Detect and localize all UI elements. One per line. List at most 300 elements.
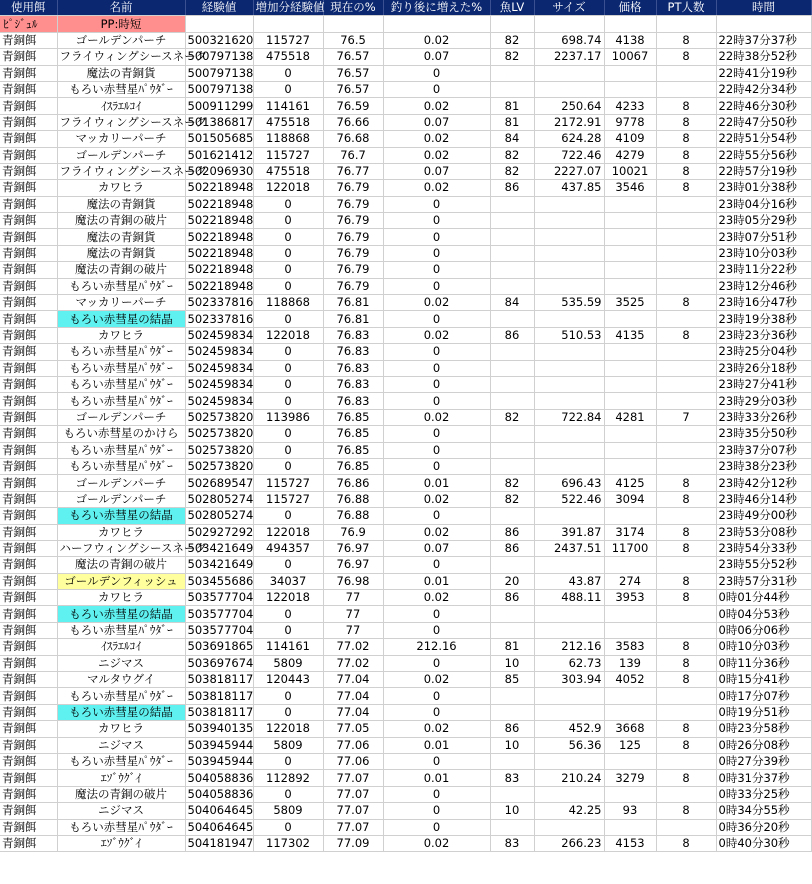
table-cell[interactable]: 502218948	[185, 196, 253, 212]
table-cell[interactable]: 青銅餌	[0, 458, 57, 474]
table-cell[interactable]	[534, 393, 604, 409]
table-cell[interactable]	[604, 344, 656, 360]
table-cell[interactable]: 122018	[253, 327, 323, 343]
table-cell[interactable]: 210.24	[534, 770, 604, 786]
table-cell[interactable]: 502337816	[185, 311, 253, 327]
table-cell[interactable]: ゴールデンフィッシュ	[57, 573, 185, 589]
table-cell[interactable]: 115727	[253, 491, 323, 507]
table-cell[interactable]: 8	[656, 327, 716, 343]
table-cell[interactable]: 3546	[604, 180, 656, 196]
table-cell[interactable]: 9778	[604, 114, 656, 130]
table-cell[interactable]: 475518	[253, 114, 323, 130]
table-cell[interactable]: 504064645	[185, 803, 253, 819]
table-cell[interactable]: 125	[604, 737, 656, 753]
table-cell[interactable]: ゴールデンパーチ	[57, 32, 185, 48]
table-cell[interactable]: 122018	[253, 721, 323, 737]
table-cell[interactable]: 76.88	[323, 508, 383, 524]
column-header[interactable]: 価格	[604, 0, 656, 16]
table-cell[interactable]: 8	[656, 98, 716, 114]
table-cell[interactable]: 0	[253, 81, 323, 97]
table-cell[interactable]: 青銅餌	[0, 573, 57, 589]
table-cell[interactable]: 77	[323, 590, 383, 606]
table-cell[interactable]: 0	[383, 393, 490, 409]
table-cell[interactable]: 4153	[604, 835, 656, 851]
table-cell[interactable]: 22時38分52秒	[716, 49, 811, 65]
table-cell[interactable]: 42.25	[534, 803, 604, 819]
table-cell[interactable]: 4125	[604, 475, 656, 491]
table-cell[interactable]: 503940135	[185, 721, 253, 737]
table-cell[interactable]: 77.07	[323, 786, 383, 802]
table-cell[interactable]: 212.16	[383, 639, 490, 655]
column-header[interactable]: 現在の%	[323, 0, 383, 16]
table-cell[interactable]: 青銅餌	[0, 360, 57, 376]
column-header[interactable]: 経験値	[185, 0, 253, 16]
table-cell[interactable]: 0時33分25秒	[716, 786, 811, 802]
table-cell[interactable]: 501505685	[185, 131, 253, 147]
table-cell[interactable]: 8	[656, 590, 716, 606]
table-cell[interactable]: 76.9	[323, 524, 383, 540]
table-cell[interactable]	[534, 376, 604, 392]
table-cell[interactable]: 76.81	[323, 311, 383, 327]
table-cell[interactable]: ゴールデンパーチ	[57, 147, 185, 163]
table-cell[interactable]	[534, 229, 604, 245]
table-cell[interactable]: 魔法の青銅貨	[57, 229, 185, 245]
table-cell[interactable]: 7	[656, 409, 716, 425]
table-cell[interactable]: 青銅餌	[0, 32, 57, 48]
table-cell[interactable]	[656, 213, 716, 229]
table-cell[interactable]: もろい赤彗星ﾊﾟｳﾀﾞｰ	[57, 622, 185, 638]
table-cell[interactable]	[534, 278, 604, 294]
table-cell[interactable]: 青銅餌	[0, 524, 57, 540]
table-cell[interactable]: 0.02	[383, 327, 490, 343]
table-cell[interactable]: 391.87	[534, 524, 604, 540]
table-cell[interactable]: 76.79	[323, 196, 383, 212]
table-cell[interactable]: 77.06	[323, 753, 383, 769]
table-cell[interactable]	[604, 557, 656, 573]
table-cell[interactable]	[534, 819, 604, 835]
table-cell[interactable]: 503697674	[185, 655, 253, 671]
table-cell[interactable]: 76.79	[323, 245, 383, 261]
table-cell[interactable]: 4138	[604, 32, 656, 48]
table-cell[interactable]: 魔法の青銅貨	[57, 196, 185, 212]
table-cell[interactable]	[490, 508, 534, 524]
table-cell[interactable]: 23時57分31秒	[716, 573, 811, 589]
column-header[interactable]: PT人数	[656, 0, 716, 16]
table-cell[interactable]: 117302	[253, 835, 323, 851]
table-cell[interactable]: 503945944	[185, 737, 253, 753]
table-cell[interactable]: 76.77	[323, 163, 383, 179]
table-cell[interactable]: 86	[490, 540, 534, 556]
table-cell[interactable]: ゴールデンパーチ	[57, 491, 185, 507]
table-cell[interactable]: 503577704	[185, 590, 253, 606]
table-cell[interactable]: 504058836	[185, 770, 253, 786]
table-cell[interactable]: 76.83	[323, 376, 383, 392]
table-cell[interactable]	[534, 245, 604, 261]
table-cell[interactable]: 23時46分14秒	[716, 491, 811, 507]
table-cell[interactable]: 81	[490, 639, 534, 655]
table-cell[interactable]: 93	[604, 803, 656, 819]
table-cell[interactable]: 122018	[253, 590, 323, 606]
table-cell[interactable]: 0	[253, 196, 323, 212]
table-cell[interactable]: 77.07	[323, 819, 383, 835]
table-cell[interactable]: カワヒラ	[57, 590, 185, 606]
table-cell[interactable]: 3094	[604, 491, 656, 507]
table-cell[interactable]: 114161	[253, 98, 323, 114]
table-cell[interactable]: 0.02	[383, 672, 490, 688]
table-cell[interactable]: 0.01	[383, 573, 490, 589]
table-cell[interactable]: 0	[383, 81, 490, 97]
table-cell[interactable]: 503818117	[185, 704, 253, 720]
table-cell[interactable]	[656, 81, 716, 97]
table-cell[interactable]: 0	[383, 704, 490, 720]
table-cell[interactable]: 0.02	[383, 590, 490, 606]
table-cell[interactable]: 11700	[604, 540, 656, 556]
table-cell[interactable]: マルタウグイ	[57, 672, 185, 688]
table-cell[interactable]	[534, 65, 604, 81]
table-cell[interactable]: 76.86	[323, 475, 383, 491]
table-cell[interactable]	[656, 245, 716, 261]
table-cell[interactable]: 0	[253, 688, 323, 704]
table-cell[interactable]: 4279	[604, 147, 656, 163]
table-cell[interactable]	[656, 360, 716, 376]
table-cell[interactable]: 82	[490, 32, 534, 48]
table-cell[interactable]	[534, 622, 604, 638]
table-cell[interactable]: 77.04	[323, 672, 383, 688]
table-cell[interactable]: 76.88	[323, 491, 383, 507]
table-cell[interactable]: 0.02	[383, 32, 490, 48]
table-cell[interactable]: 0.02	[383, 491, 490, 507]
table-cell[interactable]: 84	[490, 295, 534, 311]
table-cell[interactable]: 0	[383, 557, 490, 573]
table-cell[interactable]: もろい赤彗星ﾊﾟｳﾀﾞｰ	[57, 344, 185, 360]
table-cell[interactable]: 青銅餌	[0, 98, 57, 114]
table-cell[interactable]: 115727	[253, 475, 323, 491]
table-cell[interactable]	[656, 393, 716, 409]
table-cell[interactable]: 0時19分51秒	[716, 704, 811, 720]
table-cell[interactable]: 86	[490, 590, 534, 606]
table-cell[interactable]: 3668	[604, 721, 656, 737]
table-cell[interactable]: 0.07	[383, 114, 490, 130]
table-cell[interactable]: 86	[490, 180, 534, 196]
table-cell[interactable]: 76.83	[323, 393, 383, 409]
table-cell[interactable]: ゴールデンパーチ	[57, 475, 185, 491]
table-cell[interactable]	[534, 786, 604, 802]
table-cell[interactable]: 274	[604, 573, 656, 589]
table-cell[interactable]: 青銅餌	[0, 540, 57, 556]
table-cell[interactable]	[490, 213, 534, 229]
table-cell[interactable]: 22時55分56秒	[716, 147, 811, 163]
table-cell[interactable]: 76.57	[323, 81, 383, 97]
table-cell[interactable]	[604, 606, 656, 622]
table-cell[interactable]	[490, 278, 534, 294]
table-cell[interactable]: 4135	[604, 327, 656, 343]
table-cell[interactable]: 8	[656, 32, 716, 48]
table-cell[interactable]: 0	[253, 819, 323, 835]
table-cell[interactable]: 0時11分36秒	[716, 655, 811, 671]
table-cell[interactable]: 0	[383, 262, 490, 278]
table-cell[interactable]	[656, 819, 716, 835]
table-cell[interactable]: 8	[656, 672, 716, 688]
table-cell[interactable]: 76.57	[323, 49, 383, 65]
table-cell[interactable]: 10	[490, 655, 534, 671]
table-cell[interactable]: 82	[490, 409, 534, 425]
table-cell[interactable]	[656, 458, 716, 474]
table-cell[interactable]	[534, 688, 604, 704]
table-cell[interactable]: 0時26分08秒	[716, 737, 811, 753]
table-cell[interactable]: 青銅餌	[0, 672, 57, 688]
table-cell[interactable]: 0	[383, 819, 490, 835]
table-cell[interactable]: 0.02	[383, 409, 490, 425]
table-cell[interactable]	[534, 81, 604, 97]
table-cell[interactable]: 0	[253, 393, 323, 409]
table-cell[interactable]: 青銅餌	[0, 426, 57, 442]
table-cell[interactable]: 77.07	[323, 803, 383, 819]
table-cell[interactable]: 0.02	[383, 835, 490, 851]
table-cell[interactable]	[490, 753, 534, 769]
table-cell[interactable]: 76.83	[323, 360, 383, 376]
table-cell[interactable]	[656, 65, 716, 81]
table-cell[interactable]: 8	[656, 180, 716, 196]
table-cell[interactable]	[490, 442, 534, 458]
table-cell[interactable]: カワヒラ	[57, 327, 185, 343]
table-cell[interactable]: 8	[656, 114, 716, 130]
table-cell[interactable]: 113986	[253, 409, 323, 425]
table-cell[interactable]: 3174	[604, 524, 656, 540]
table-cell[interactable]: 82	[490, 475, 534, 491]
table-cell[interactable]: 青銅餌	[0, 688, 57, 704]
table-cell[interactable]: 青銅餌	[0, 606, 57, 622]
table-cell[interactable]: 0	[383, 278, 490, 294]
table-cell[interactable]: マッカリーパーチ	[57, 295, 185, 311]
table-cell[interactable]: 22時57分19秒	[716, 163, 811, 179]
table-cell[interactable]: 82	[490, 163, 534, 179]
table-cell[interactable]: 青銅餌	[0, 786, 57, 802]
table-cell[interactable]: 77.07	[323, 770, 383, 786]
table-cell[interactable]: 3525	[604, 295, 656, 311]
table-cell[interactable]: 8	[656, 770, 716, 786]
table-cell[interactable]: 23時11分22秒	[716, 262, 811, 278]
table-cell[interactable]: 23時27分41秒	[716, 376, 811, 392]
table-cell[interactable]: 522.46	[534, 491, 604, 507]
table-cell[interactable]: 488.11	[534, 590, 604, 606]
table-cell[interactable]: 青銅餌	[0, 737, 57, 753]
table-cell[interactable]	[490, 229, 534, 245]
table-cell[interactable]: 0	[253, 606, 323, 622]
table-cell[interactable]: 76.7	[323, 147, 383, 163]
table-cell[interactable]: 0	[253, 753, 323, 769]
table-cell[interactable]	[656, 786, 716, 802]
table-cell[interactable]: 502218948	[185, 245, 253, 261]
table-cell[interactable]: 502573820	[185, 442, 253, 458]
table-cell[interactable]	[656, 753, 716, 769]
table-cell[interactable]: 77.06	[323, 737, 383, 753]
table-cell[interactable]: ｲｽﾗｴﾙｺｲ	[57, 98, 185, 114]
table-cell[interactable]: もろい赤彗星ﾊﾟｳﾀﾞｰ	[57, 688, 185, 704]
table-cell[interactable]: 0	[383, 426, 490, 442]
table-cell[interactable]: 503577704	[185, 622, 253, 638]
table-cell[interactable]: 青銅餌	[0, 721, 57, 737]
table-cell[interactable]: 23時12分46秒	[716, 278, 811, 294]
table-cell[interactable]: 82	[490, 491, 534, 507]
table-cell[interactable]	[490, 458, 534, 474]
table-cell[interactable]	[534, 508, 604, 524]
table-cell[interactable]	[656, 622, 716, 638]
table-cell[interactable]	[656, 606, 716, 622]
table-cell[interactable]: 2437.51	[534, 540, 604, 556]
table-cell[interactable]: 青銅餌	[0, 639, 57, 655]
table-cell[interactable]: 0	[253, 786, 323, 802]
table-cell[interactable]: 8	[656, 163, 716, 179]
table-cell[interactable]: 502459834	[185, 327, 253, 343]
table-cell[interactable]: もろい赤彗星ﾊﾟｳﾀﾞｰ	[57, 442, 185, 458]
column-header[interactable]: サイズ	[534, 0, 604, 16]
table-cell[interactable]	[534, 344, 604, 360]
table-cell[interactable]	[604, 81, 656, 97]
table-cell[interactable]	[534, 213, 604, 229]
table-cell[interactable]: 0	[383, 688, 490, 704]
table-cell[interactable]	[656, 688, 716, 704]
table-cell[interactable]	[490, 704, 534, 720]
table-cell[interactable]	[604, 704, 656, 720]
table-cell[interactable]: 0	[253, 557, 323, 573]
table-cell[interactable]	[490, 557, 534, 573]
table-cell[interactable]: 23時38分23秒	[716, 458, 811, 474]
table-cell[interactable]: 85	[490, 672, 534, 688]
column-header[interactable]: 名前	[57, 0, 185, 16]
table-cell[interactable]	[490, 622, 534, 638]
table-cell[interactable]: 504181947	[185, 835, 253, 851]
table-cell[interactable]: もろい赤彗星の結晶	[57, 311, 185, 327]
table-cell[interactable]: 0	[253, 360, 323, 376]
table-cell[interactable]: 2227.07	[534, 163, 604, 179]
table-cell[interactable]: 250.64	[534, 98, 604, 114]
table-cell[interactable]: 76.79	[323, 213, 383, 229]
table-cell[interactable]: 77.02	[323, 655, 383, 671]
table-cell[interactable]: 0	[253, 508, 323, 524]
table-cell[interactable]: ニジマス	[57, 655, 185, 671]
table-cell[interactable]: 魔法の青銅の破片	[57, 262, 185, 278]
table-cell[interactable]: 青銅餌	[0, 819, 57, 835]
table-cell[interactable]: フライウィングシースネーク	[57, 49, 185, 65]
table-cell[interactable]: 0	[383, 344, 490, 360]
table-cell[interactable]: 76.79	[323, 278, 383, 294]
table-cell[interactable]: 0時10分03秒	[716, 639, 811, 655]
table-cell[interactable]: 115727	[253, 32, 323, 48]
table-cell[interactable]: 77.05	[323, 721, 383, 737]
table-cell[interactable]: もろい赤彗星の結晶	[57, 606, 185, 622]
table-cell[interactable]: 502459834	[185, 376, 253, 392]
table-cell[interactable]: もろい赤彗星ﾊﾟｳﾀﾞｰ	[57, 376, 185, 392]
table-cell[interactable]: 502218948	[185, 278, 253, 294]
table-cell[interactable]: フライウィングシースネーク	[57, 114, 185, 130]
table-cell[interactable]	[656, 311, 716, 327]
table-cell[interactable]: 76.83	[323, 344, 383, 360]
table-cell[interactable]: 青銅餌	[0, 81, 57, 97]
table-cell[interactable]: 502805274	[185, 491, 253, 507]
table-cell[interactable]: 5809	[253, 655, 323, 671]
table-cell[interactable]: 青銅餌	[0, 262, 57, 278]
table-cell[interactable]: 76.68	[323, 131, 383, 147]
table-cell[interactable]: 0.01	[383, 770, 490, 786]
table-cell[interactable]: 86	[490, 327, 534, 343]
table-cell[interactable]: 535.59	[534, 295, 604, 311]
table-cell[interactable]: 0時01分44秒	[716, 590, 811, 606]
table-cell[interactable]: 34037	[253, 573, 323, 589]
table-cell[interactable]: 503818117	[185, 672, 253, 688]
table-cell[interactable]: 0.07	[383, 163, 490, 179]
table-cell[interactable]: 696.43	[534, 475, 604, 491]
table-cell[interactable]	[604, 229, 656, 245]
table-cell[interactable]: 青銅餌	[0, 590, 57, 606]
table-cell[interactable]: 475518	[253, 49, 323, 65]
table-cell[interactable]	[656, 196, 716, 212]
table-cell[interactable]: 8	[656, 147, 716, 163]
table-cell[interactable]	[656, 229, 716, 245]
table-cell[interactable]: 23時53分08秒	[716, 524, 811, 540]
table-cell[interactable]: 23時19分38秒	[716, 311, 811, 327]
table-cell[interactable]	[490, 81, 534, 97]
table-cell[interactable]	[604, 819, 656, 835]
table-cell[interactable]: 3953	[604, 590, 656, 606]
table-cell[interactable]: 3583	[604, 639, 656, 655]
table-cell[interactable]: 624.28	[534, 131, 604, 147]
table-cell[interactable]: 77.09	[323, 835, 383, 851]
table-cell[interactable]: 212.16	[534, 639, 604, 655]
table-cell[interactable]: 0	[383, 311, 490, 327]
table-cell[interactable]	[604, 393, 656, 409]
table-cell[interactable]	[490, 819, 534, 835]
table-cell[interactable]: もろい赤彗星のかけら	[57, 426, 185, 442]
table-cell[interactable]: 23時37分07秒	[716, 442, 811, 458]
table-cell[interactable]	[604, 311, 656, 327]
table-cell[interactable]: 10	[490, 803, 534, 819]
table-cell[interactable]: 81	[490, 114, 534, 130]
table-cell[interactable]: 503691865	[185, 639, 253, 655]
table-cell[interactable]: 0	[253, 262, 323, 278]
table-cell[interactable]: 4233	[604, 98, 656, 114]
table-cell[interactable]: 0.07	[383, 540, 490, 556]
table-cell[interactable]: 0.02	[383, 147, 490, 163]
table-cell[interactable]: 青銅餌	[0, 655, 57, 671]
table-cell[interactable]: 0時06分06秒	[716, 622, 811, 638]
table-cell[interactable]	[604, 376, 656, 392]
table-cell[interactable]: 76.85	[323, 426, 383, 442]
table-cell[interactable]	[490, 376, 534, 392]
table-cell[interactable]: 0時04分53秒	[716, 606, 811, 622]
table-cell[interactable]: 0	[383, 213, 490, 229]
table-cell[interactable]	[604, 262, 656, 278]
table-cell[interactable]: 0	[253, 229, 323, 245]
table-cell[interactable]: 120443	[253, 672, 323, 688]
table-cell[interactable]: 77.04	[323, 704, 383, 720]
table-cell[interactable]: 502459834	[185, 360, 253, 376]
table-cell[interactable]	[656, 344, 716, 360]
table-cell[interactable]: 8	[656, 573, 716, 589]
table-cell[interactable]: 23時26分18秒	[716, 360, 811, 376]
table-cell[interactable]: 4281	[604, 409, 656, 425]
table-cell[interactable]: 0.02	[383, 98, 490, 114]
table-cell[interactable]	[490, 196, 534, 212]
table-cell[interactable]: 504064645	[185, 819, 253, 835]
table-cell[interactable]: もろい赤彗星ﾊﾟｳﾀﾞｰ	[57, 819, 185, 835]
table-cell[interactable]	[656, 262, 716, 278]
table-cell[interactable]: 0	[383, 803, 490, 819]
table-cell[interactable]: 76.97	[323, 540, 383, 556]
table-cell[interactable]: 76.85	[323, 409, 383, 425]
table-cell[interactable]	[490, 360, 534, 376]
table-cell[interactable]: 魔法の青銅の破片	[57, 213, 185, 229]
table-cell[interactable]: 魔法の青銅の破片	[57, 786, 185, 802]
